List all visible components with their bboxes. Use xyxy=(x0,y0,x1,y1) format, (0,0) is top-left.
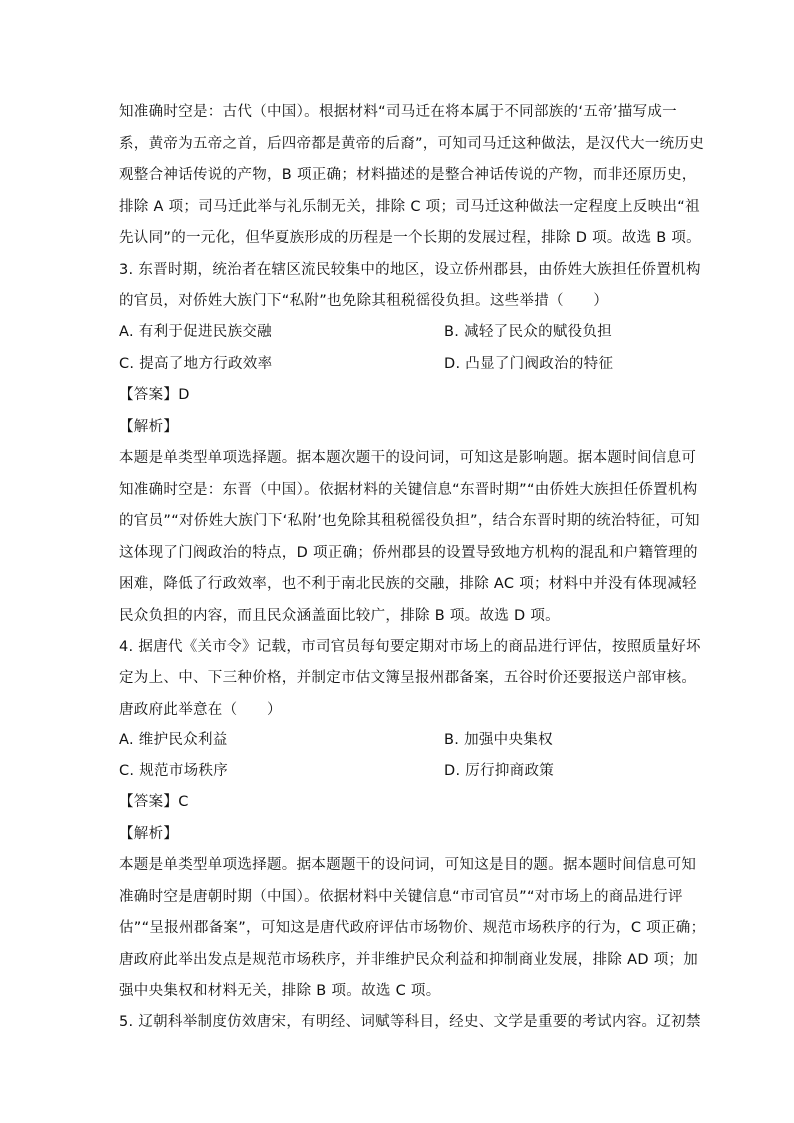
q3-analysis-line-2: 知准确时空是：东晋（中国）。依据材料的关键信息“东晋时期”“由侨姓大族担任侨置机构 xyxy=(119,482,698,498)
intro-line-3: 观整合神话传说的产物，B 项正确；材料描述的是整合神话传说的产物，而非还原历史， xyxy=(119,167,697,183)
q4-stem-line-1: 4. 据唐代《关市令》记载，市司官员每旬要定期对市场上的商品进行评估，按照质量好坏 xyxy=(119,639,701,655)
intro-line-1: 知准确时空是：古代（中国）。根据材料“司马迁在将本属于不同部族的‘五帝’描写成一 xyxy=(119,104,677,120)
q3-analysis-line-4: 这体现了门阀政治的特点，D 项正确；侨州郡县的设置导致地方机构的混乱和户籍管理的 xyxy=(119,545,698,561)
q3-analysis-heading: 【解析】 xyxy=(119,419,179,435)
q4-analysis-line-1: 本题是单类型单项选择题。据本题题干的设问词，可知这是目的题。据本题时间信息可知 xyxy=(119,857,697,873)
q4-analysis-heading: 【解析】 xyxy=(119,826,179,842)
q3-stem-line-2: 的官员，对侨姓大族门下“私附”也免除其租税徭役负担。这些举措（ ） xyxy=(119,293,609,309)
intro-line-5: 先认同”的一元化，但华夏族形成的历程是一个长期的发展过程，排除 D 项。故选 B 项。 xyxy=(119,230,701,246)
q4-analysis-line-4: 唐政府此举出发点是规范市场秩序，并非维护民众利益和抑制商业发展，排除 AD 项；加 xyxy=(119,952,699,968)
q3-analysis-line-1: 本题是单类型单项选择题。据本题次题干的设问词，可知这是影响题。据本题时间信息可 xyxy=(119,450,697,466)
q3-stem-line-1: 3. 东晋时期，统治者在辖区流民较集中的地区，设立侨州郡县，由侨姓大族担任侨置机构 xyxy=(119,262,701,278)
q5-stem-line-1: 5. 辽朝科举制度仿效唐宋，有明经、词赋等科目，经史、文学是重要的考试内容。辽初禁 xyxy=(119,1014,701,1030)
q4-option-d: D. 厉行抑商政策 xyxy=(444,763,555,779)
q4-option-c: C. 规范市场秩序 xyxy=(119,763,229,779)
q4-option-b: B. 加强中央集权 xyxy=(444,732,553,748)
q4-option-a: A. 维护民众利益 xyxy=(119,732,228,748)
q4-analysis-line-5: 强中央集权和材料无关，排除 B 项。故选 C 项。 xyxy=(119,983,441,999)
q3-analysis-line-5: 困难，降低了行政效率，也不利于南北民族的交融，排除 AC 项；材料中并没有体现减轻 xyxy=(119,576,697,592)
q4-analysis-line-3: 估”“呈报州郡备案”，可知这是唐代政府评估市场物价、规范市场秩序的行为，C 项正确； xyxy=(119,920,706,936)
q3-option-a: A. 有利于促进民族交融 xyxy=(119,324,272,340)
q4-answer: 【答案】C xyxy=(119,794,189,810)
q3-option-c: C. 提高了地方行政效率 xyxy=(119,356,273,372)
q4-stem-line-3: 唐政府此举意在（ ） xyxy=(119,702,282,718)
q4-analysis-line-2: 准确时空是唐朝时期（中国）。依据材料中关键信息“市司官员”“对市场上的商品进行评 xyxy=(119,889,683,905)
q3-analysis-line-3: 的官员”“对侨姓大族门下‘私附’也免除其租税徭役负担”，结合东晋时期的统治特征，可知 xyxy=(119,513,700,529)
q3-analysis-line-6: 民众负担的内容，而且民众涵盖面比较广，排除 B 项。故选 D 项。 xyxy=(119,608,560,624)
q3-option-b: B. 减轻了民众的赋役负担 xyxy=(444,324,613,340)
q3-option-d: D. 凸显了门阀政治的特征 xyxy=(444,356,614,372)
intro-line-2: 系，黄帝为五帝之首，后四帝都是黄帝的后裔”，可知司马迁这种做法，是汉代大一统历史 xyxy=(119,136,705,152)
intro-line-4: 排除 A 项；司马迁此举与礼乐制无关，排除 C 项；司马迁这种做法一定程度上反映出“祖 xyxy=(119,199,700,215)
q3-answer: 【答案】D xyxy=(119,387,190,403)
q4-stem-line-2: 定为上、中、下三种价格，并制定市估文簿呈报州郡备案，五谷时价还要报送户部审核。 xyxy=(119,670,697,686)
